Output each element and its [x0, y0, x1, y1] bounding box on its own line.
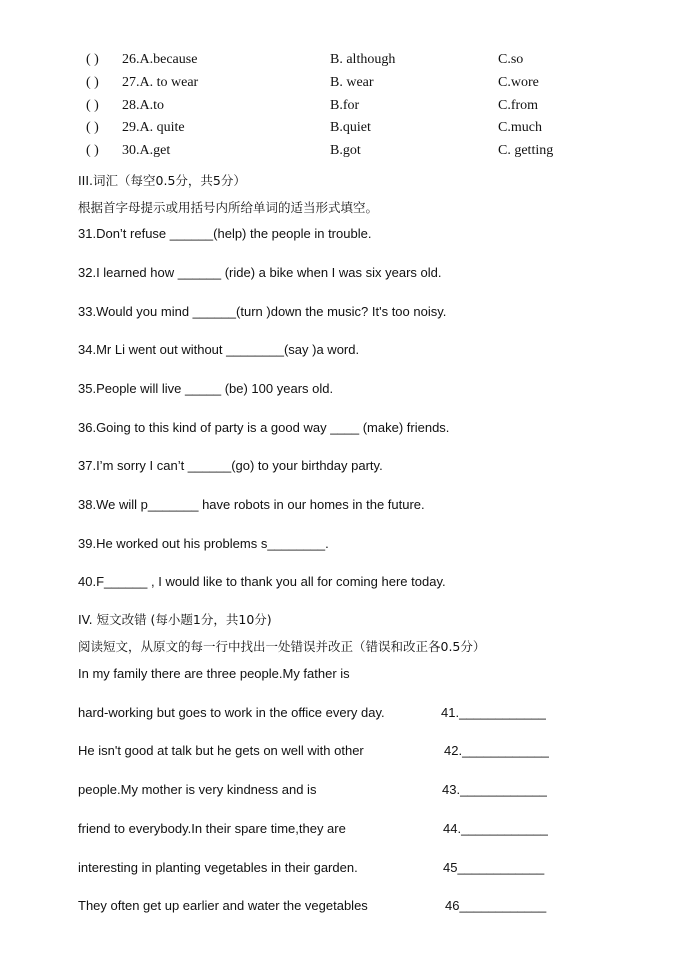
passage-line: hard-working but goes to work in the office every day.	[78, 705, 385, 720]
fill-item: 35.People will live _____ (be) 100 years old.	[78, 381, 334, 396]
answer-blank[interactable]: 41.____________	[441, 705, 546, 720]
fill-item: 40.F______ , I would like to thank you all for coming here today.	[78, 574, 446, 589]
answer-blank[interactable]: 42.____________	[444, 743, 549, 758]
answer-paren[interactable]: ( )	[86, 75, 99, 90]
section-instruction: 阅读短文，从原文的每一行中找出一处错误并改正（错误和改正各0.5分）	[78, 639, 486, 654]
passage-line: people.My mother is very kindness and is	[78, 782, 317, 797]
option-c: C.much	[498, 120, 542, 135]
passage-line: interesting in planting vegetables in their garden.	[78, 860, 358, 875]
passage-line: In my family there are three people.My father is	[78, 666, 350, 681]
fill-item: 37.I’m sorry I can’t ______(go) to your birthday party.	[78, 458, 383, 473]
answer-blank[interactable]: 46____________	[445, 898, 547, 913]
answer-paren[interactable]: ( )	[86, 98, 99, 113]
fill-item: 39.He worked out his problems s________.	[78, 536, 329, 551]
answer-blank[interactable]: 45____________	[443, 860, 545, 875]
answer-paren[interactable]: ( )	[86, 120, 99, 135]
option-b: B. although	[330, 52, 396, 67]
option-a: 28.A.to	[122, 98, 164, 113]
fill-item: 32.I learned how ______ (ride) a bike when I was six years old.	[78, 265, 442, 280]
fill-item: 38.We will p_______ have robots in our homes in the future.	[78, 497, 425, 512]
fill-item: 31.Don’t refuse ______(help) the people in trouble.	[78, 226, 372, 241]
option-a: 27.A. to wear	[122, 75, 199, 90]
answer-blank[interactable]: 43.____________	[442, 782, 547, 797]
passage-line: They often get up earlier and water the vegetables	[78, 898, 368, 913]
option-c: C. getting	[498, 143, 554, 158]
option-c: C.from	[498, 98, 539, 113]
answer-paren[interactable]: ( )	[86, 143, 99, 158]
option-a: 30.A.get	[122, 143, 171, 158]
answer-paren[interactable]: ( )	[86, 52, 99, 67]
option-b: B. wear	[330, 75, 374, 90]
section-heading: III.词汇（每空0.5分，共5分）	[78, 173, 246, 188]
option-b: B.got	[330, 143, 361, 158]
fill-item: 33.Would you mind ______(turn )down the music? It's too noisy.	[78, 304, 447, 319]
option-c: C.wore	[498, 75, 539, 90]
fill-item: 36.Going to this kind of party is a good way ____ (make) friends.	[78, 420, 450, 435]
section-heading: IV. 短文改错 (每小题1分，共10分)	[78, 612, 272, 627]
passage-line: friend to everybody.In their spare time,they are	[78, 821, 346, 836]
passage-line: He isn't good at talk but he gets on well with other	[78, 743, 364, 758]
option-a: 26.A.because	[122, 52, 198, 67]
option-b: B.for	[330, 98, 360, 113]
section-instruction: 根据首字母提示或用括号内所给单词的适当形式填空。	[78, 200, 379, 215]
option-b: B.quiet	[330, 120, 371, 135]
option-c: C.so	[498, 52, 524, 67]
fill-item: 34.Mr Li went out without ________(say )a word.	[78, 342, 360, 357]
answer-blank[interactable]: 44.____________	[443, 821, 548, 836]
option-a: 29.A. quite	[122, 120, 185, 135]
